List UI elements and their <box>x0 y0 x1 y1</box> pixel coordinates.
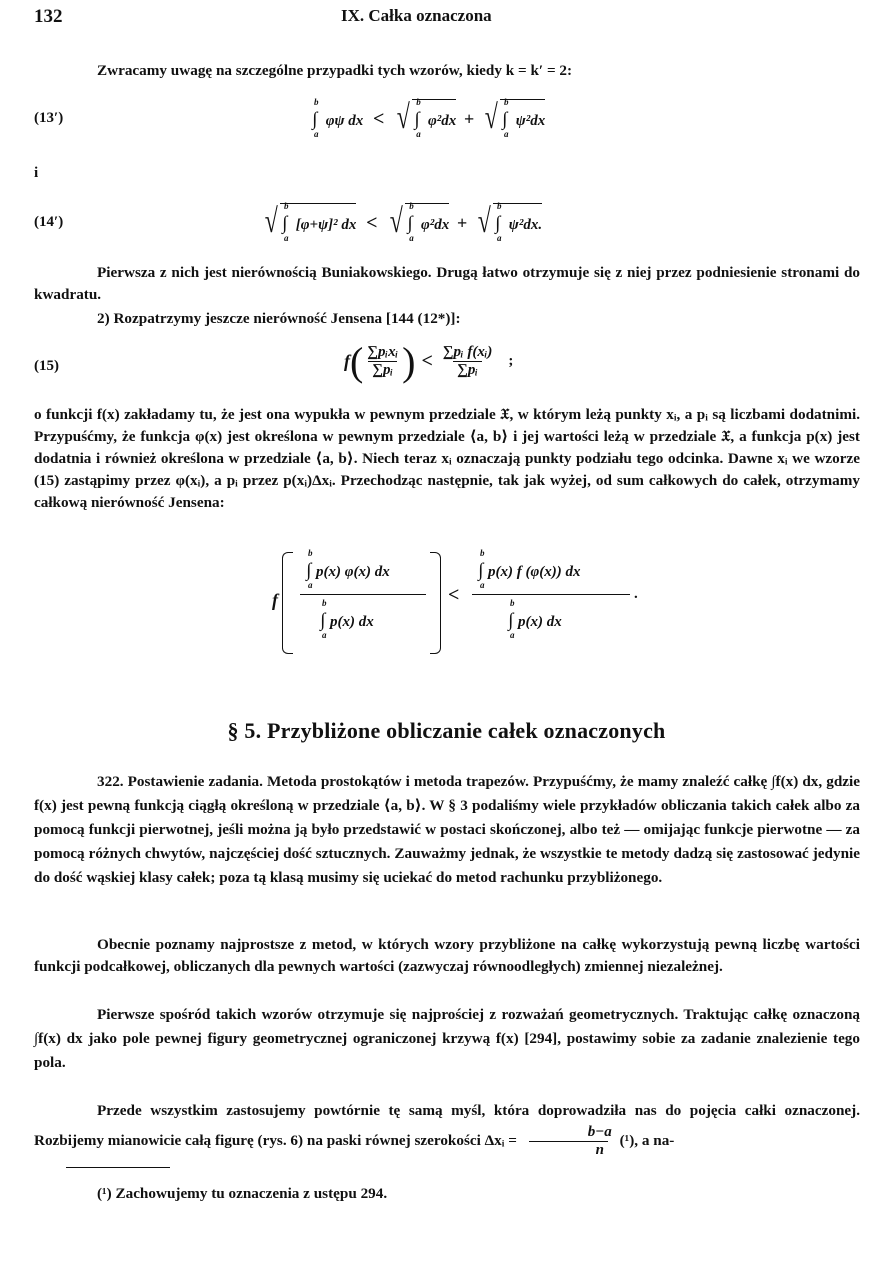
eq13-label: (13′) <box>34 110 64 126</box>
eq13-rel: < <box>373 108 385 130</box>
paragraph-simplest-methods: Obecnie poznamy najprostsze z metod, w których wzory przybliżone na całkę wykorzystują pewną liczbę wartości funkcji podcałkowej, obliczanych dla pewnych wartości (zazwyczaj równoodległych) zmiennej niezależnej. <box>34 936 860 975</box>
footnote: (¹) Zachowujemy tu oznaczenia z ustępu 294. <box>97 1185 388 1202</box>
running-title: IX. Całka oznaczona <box>341 6 492 25</box>
eq13-lhs: φψ dx <box>325 113 364 129</box>
intro-line: Zwracamy uwagę na szczególne przypadki tych wzorów, kiedy k = k′ = 2: <box>97 62 573 79</box>
sqrt-4: √ ∫ b a φ²dx <box>390 201 450 243</box>
integral-sign: ∫ b a <box>312 97 319 139</box>
jensen-integral-formula: f ∫ b a p(x) φ(x) dx ∫ b a p(x) dx < ∫ b a p(x) f (φ(x)) dx ∫ b a p(x) dx . <box>272 548 652 658</box>
sqrt-1: √ ∫ b a φ²dx <box>397 97 457 139</box>
paragraph-strips: Przede wszystkim zastosujemy powtórnie tę samą myśl, która doprowadziła nas do pojęcia całki oznaczonej. Rozbijemy mianowicie całą figurę (rys. 6) na paski równej szerokości Δxᵢ = $\frac{b-a}{n}$ (¹), a na- <box>34 1102 860 1158</box>
fraction-width: $\frac{b-a}{n}$ <box>521 1124 616 1159</box>
paragraph-322-lead: 322. Postawienie zadania. Metoda prostokątów i metoda trapezów. <box>97 773 529 790</box>
eq13-formula: ∫ b a φψ dx < √ ∫ b a φ²dx + √ ∫ b a ψ²dx <box>312 97 546 139</box>
paragraph-322 <box>34 770 860 890</box>
eq14-label: (14′) <box>34 214 64 230</box>
eq14-formula: √ ∫ b a [φ+ψ]² dx < √ ∫ b a φ²dx + √ ∫ b a ψ²dx. <box>262 212 542 235</box>
page-number: 132 <box>34 6 63 27</box>
section-title: § 5. Przybliżone obliczanie całek oznaczonych <box>227 718 666 743</box>
paragraph-jensen-intro: 2) Rozpatrzymy jeszcze nierówność Jensena [144 (12*)]: <box>97 310 461 327</box>
sqrt-5: √ ∫ b a ψ²dx. <box>477 201 543 243</box>
footnote-rule <box>66 1167 170 1168</box>
sqrt-3: √ ∫ b a [φ+ψ]² dx <box>264 201 357 243</box>
paragraph-jensen-body: o funkcji f(x) zakładamy tu, że jest ona wypukła w pewnym przedziale 𝔛, w którym leżą punkty xᵢ, a pᵢ są liczbami dodatnimi. Przypuśćmy, że funkcja φ(x) jest określona w pewnym przedziale ⟨a, b⟩ i jej wartości leżą w przedziale 𝔛, a funkcja p(x) jest dodatnia i również określona w przedziale ⟨a, b⟩. Niech teraz xᵢ oznaczają punkty podziału tego odcinka. Dawne xᵢ we wzorze (15) zastąpimy przez φ(xᵢ), a pᵢ przez p(xᵢ)Δxᵢ. Przechodząc następnie, tak jak wyżej, od sum całkowych do całek, otrzymamy całkową nierówność Jensena: <box>34 406 860 511</box>
paragraph-322-body: Przypuśćmy, że mamy znaleźć całkę ∫f(x) dx, gdzie f(x) jest pewną funkcją ciągłą określoną w przedziale ⟨a, b⟩. W § 3 podaliśmy wiele przykładów obliczania takich całek albo za pomocą funkcji pierwotnej, jeśli można ją było przedstawić w postaci skończonej, albo też — omijając funkcje pierwotne — za pomocą różnych chwytów, najczęściej dość sztucznych. Zauważmy jednak, że wszystkie te metody dadzą się zastosować jedynie do dość wąskiej klasy całek; poza tą klasą musimy się uciekać do metod rachunku przybliżonego. <box>34 773 861 886</box>
sqrt-2: √ ∫ b a ψ²dx <box>484 97 546 139</box>
paragraph-geometric: Pierwsze spośród takich wzorów otrzymuje się najprościej z rozważań geometrycznych. Traktując całkę oznaczoną ∫f(x) dx jako pole pewnej figury geometrycznej ograniczonej krzywą f(x) [294], postawimy sobie za zadanie znalezienie tego pola. <box>34 1006 860 1071</box>
eq15-formula: f ( $\frac{\text{∑pᵢxᵢ}}{\text{∑pᵢ}}$ ) < $\frac{\text{∑pᵢ f(xᵢ)}}{\text{∑pᵢ}}$ ; <box>344 339 514 384</box>
paragraph-buniakowski: Pierwsza z nich jest nierównością Buniakowskiego. Drugą łatwo otrzymuje się z niej przez podniesienie stronami do kwadratu. <box>34 264 860 303</box>
eq15-label: (15) <box>34 358 59 374</box>
conjunction: i <box>34 164 39 181</box>
